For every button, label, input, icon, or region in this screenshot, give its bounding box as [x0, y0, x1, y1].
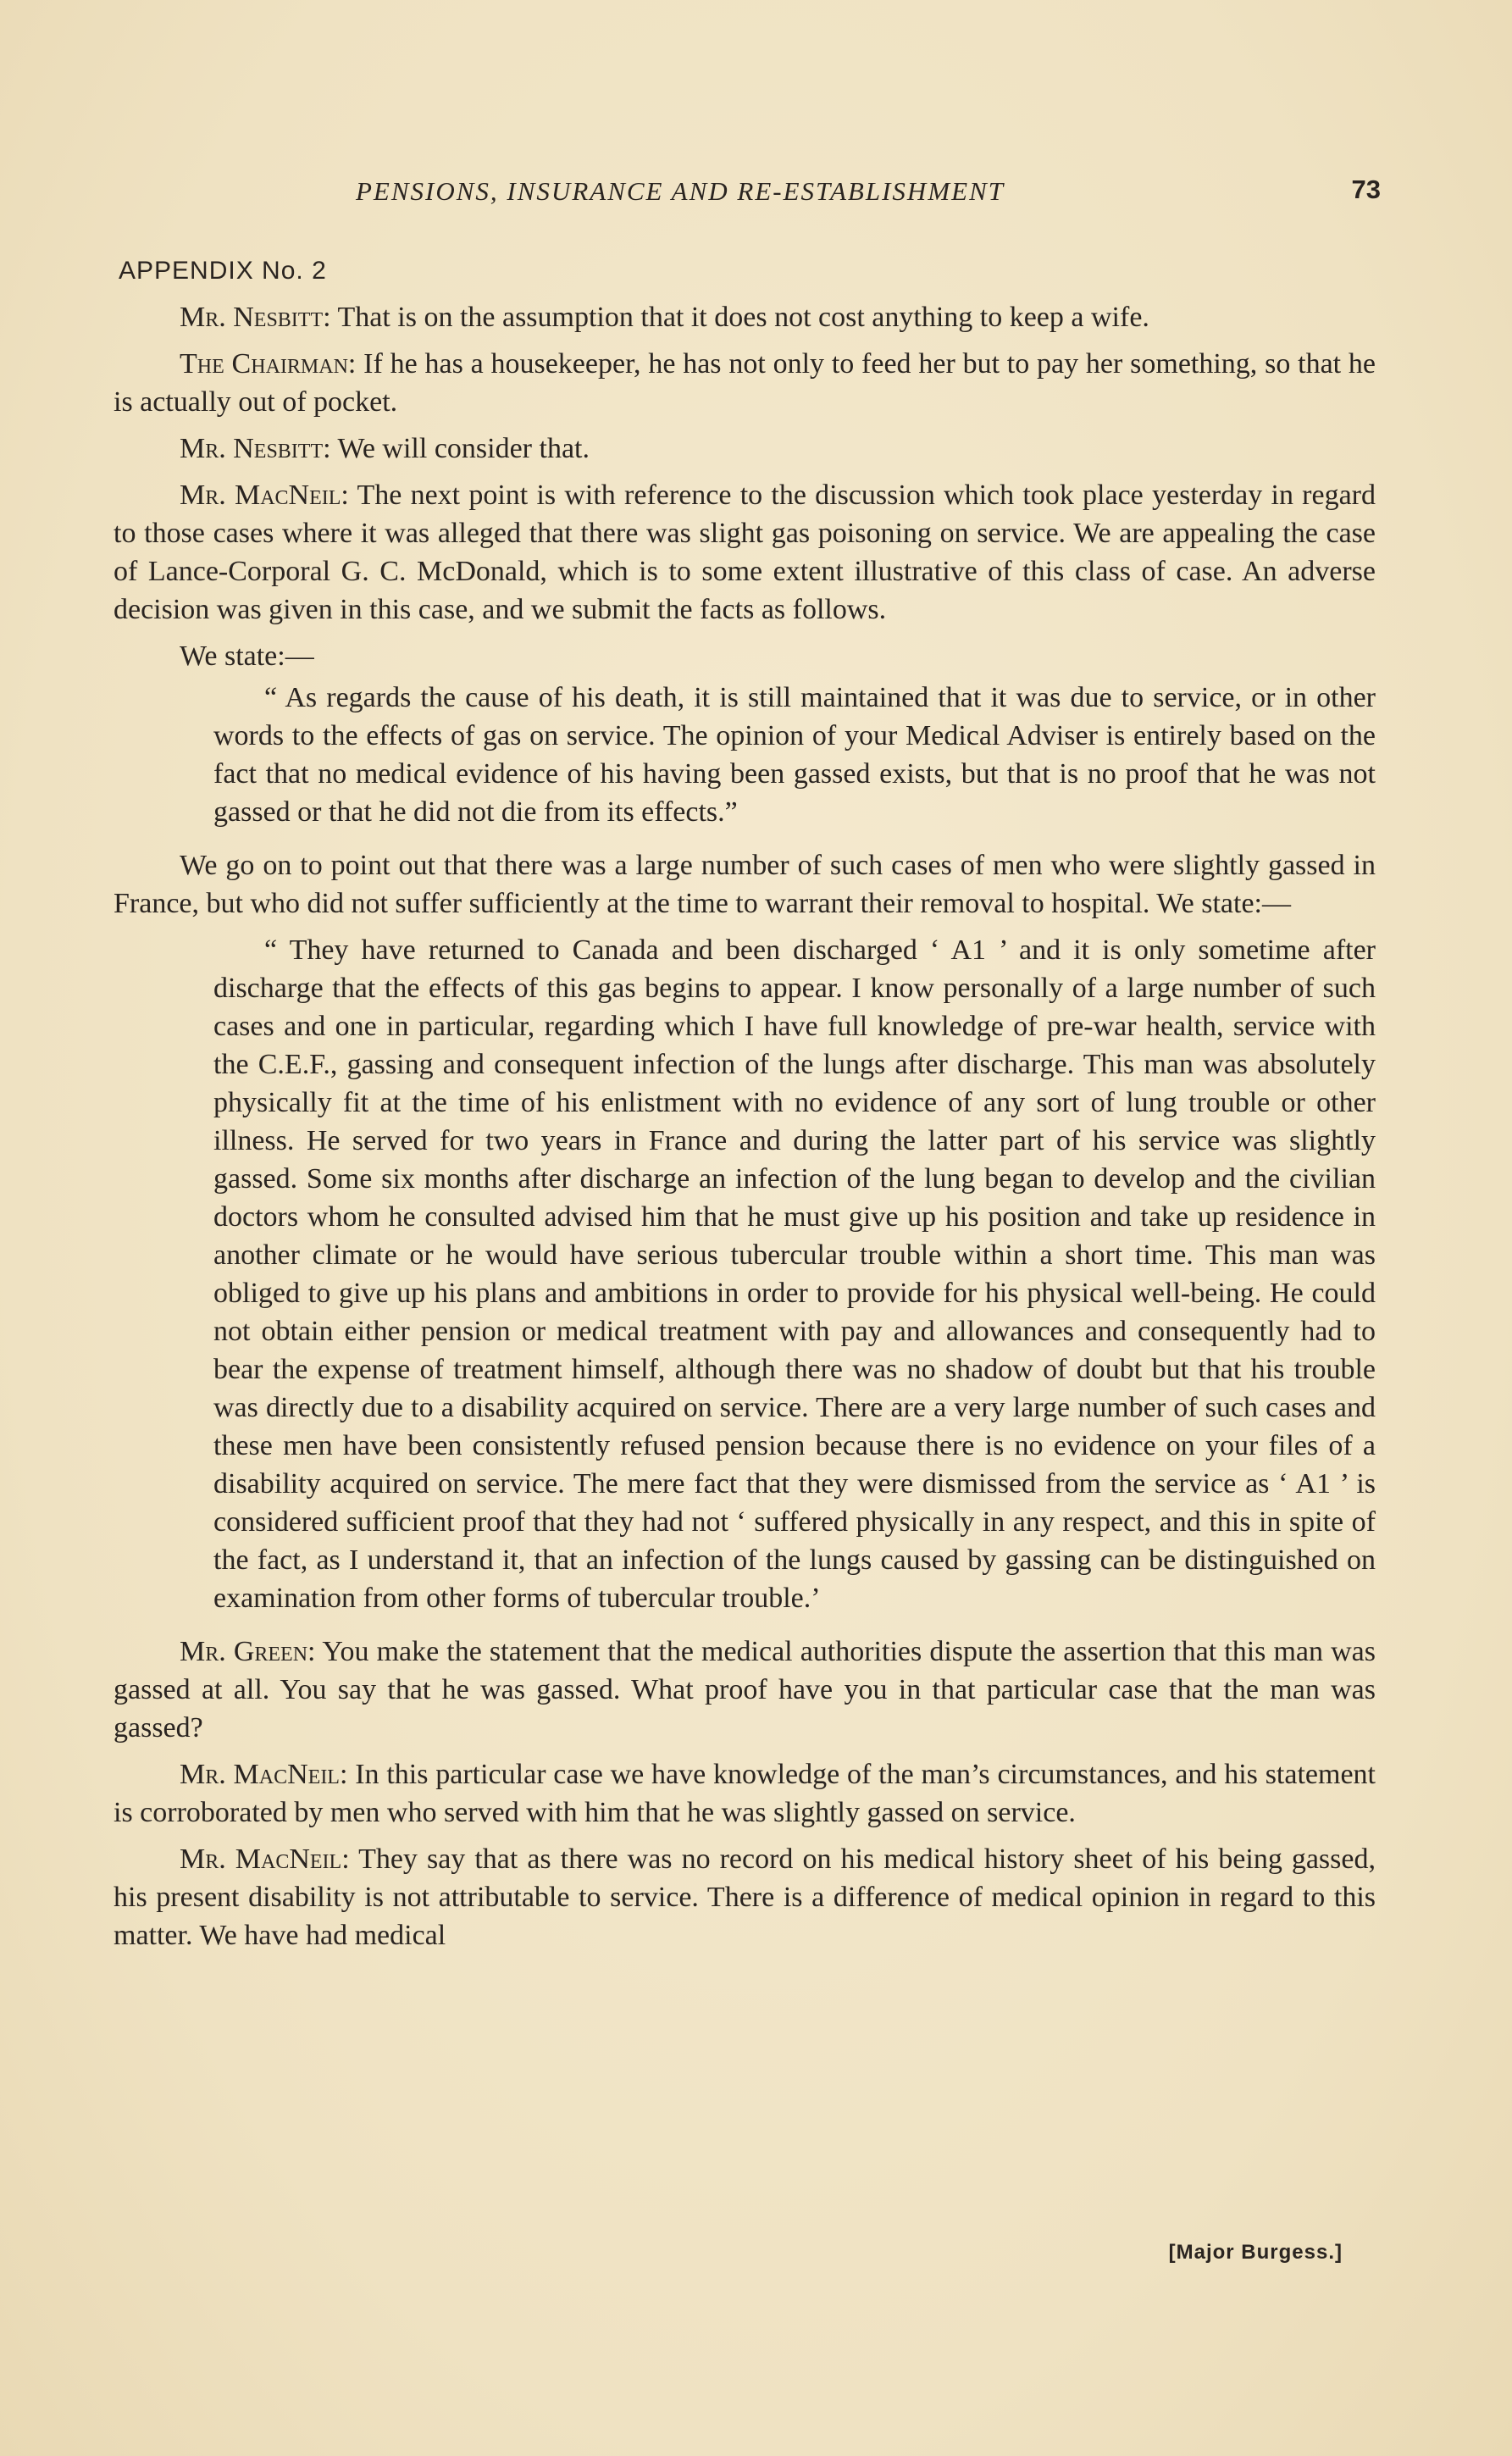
page-number: 73	[1351, 175, 1381, 204]
paragraph-macneil-2	[114, 1755, 1376, 1832]
speaker-name: Mr. MacNeil:	[180, 480, 349, 511]
speaker-name: Mr. Nesbitt:	[180, 433, 331, 464]
paragraph-text: You make the statement that the medical authorities dispute the assertion that this man was gassed at all. You say that he was gassed. What proof have you in that particular case that the man was gassed?	[114, 1636, 1376, 1744]
paragraph-macneil-1	[114, 476, 1376, 629]
paragraph-nesbitt-1	[114, 298, 1376, 336]
we-state-1: We state:—	[180, 640, 314, 672]
paragraph-chairman	[114, 345, 1376, 421]
paragraph-nesbitt-2	[114, 430, 1376, 468]
speaker-name: Mr. Nesbitt:	[180, 302, 331, 333]
paragraph-green	[114, 1633, 1376, 1747]
quote-block-2: “ They have returned to Canada and been discharged ‘ A1 ’ and it is only sometime after discharge that the effects of this gas begins to appear. I know personally of a large number of such cases and one in particular, regarding which I have full knowledge of pre-war health, service with the C.E.F., gassing and consequent infection of the lungs after discharge. This man was absolutely physically fit at the time of his enlistment with no evidence of any sort of lung trouble or other illness. He served for two years in France and during the latter part of his service was slightly gassed. Some six months after discharge an infection of the lung began to develop and the civilian doctors whom he consulted advised him that he must give up his position and take up residence in another climate or he would have serious tubercular trouble within a short time. This man was obliged to give up his plans and ambitions in order to provide for his physical well-being. He could not obtain either pension or medical treatment with pay and allowances and consequently had to bear the expense of treatment himself, although there was no shadow of doubt but that his trouble was directly due to a disability acquired on service. There are a very large number of such cases and these men have been consistently refused pension because there is no evidence on your files of a disability acquired on service. The mere fact that they were dismissed from the service as ‘ A1 ’ is considered sufficient proof that they had not ‘ suffered physically in any respect, and this in spite of the fact, as I understand it, that an infection of the lungs caused by gassing can be distinguished on examination from other forms of tubercular trouble.’	[213, 934, 1376, 1614]
paragraph-macneil-3	[114, 1840, 1376, 1954]
paragraph-text: The next point is with reference to the discussion which took place yesterday in regard to those cases where it was alleged that there was slight gas poisoning on service. We are appealing the case of Lance-Corporal G. C. McDonald, which is to some extent illustrative of this class of case. An adverse decision was given in this case, and we submit the facts as follows.	[114, 480, 1376, 625]
paragraph-text: If he has a housekeeper, he has not only to feed her but to pay her something, so that he is actually out of pocket.	[114, 348, 1376, 418]
paragraph-text: We will consider that.	[330, 433, 590, 464]
speaker-name: Mr. MacNeil:	[180, 1759, 348, 1790]
body-text	[114, 298, 1376, 1963]
appendix-label: APPENDIX No. 2	[119, 257, 327, 285]
speaker-name: The Chairman:	[180, 348, 357, 380]
paragraph-text: That is on the assumption that it does not cost anything to keep a wife.	[330, 302, 1149, 333]
paragraph-text: They say that as there was no record on his medical history sheet of his being gassed, his present disability is not attributable to service. There is a difference of medical opinion in regard to this matter. We have had medical	[114, 1843, 1376, 1951]
speaker-name: Mr. Green:	[180, 1636, 316, 1667]
paragraph-we-go-on: We go on to point out that there was a large number of such cases of men who were slightly gassed in France, but who did not suffer sufficiently at the time to warrant their removal to hospital. We state:—	[114, 850, 1376, 919]
speaker-name: Mr. MacNeil:	[180, 1843, 350, 1875]
running-title: PENSIONS, INSURANCE AND RE-ESTABLISHMENT	[356, 176, 1005, 206]
page-header	[119, 176, 1381, 219]
quote-block-1: “ As regards the cause of his death, it is still maintained that it was due to service, or in other words to the effects of gas on service. The opinion of your Medical Adviser is entirely based on the fact that no medical evidence of his having been gassed exists, but that is no proof that he was not gassed or that he did not die from its effects.”	[213, 682, 1376, 828]
paragraph-text: In this particular case we have knowledge of the man’s circumstances, and his statement is corroborated by men who served with him that he was slightly gassed on service.	[114, 1759, 1376, 1828]
speaker-attribution-footer: [Major Burgess.]	[1168, 2241, 1343, 2264]
